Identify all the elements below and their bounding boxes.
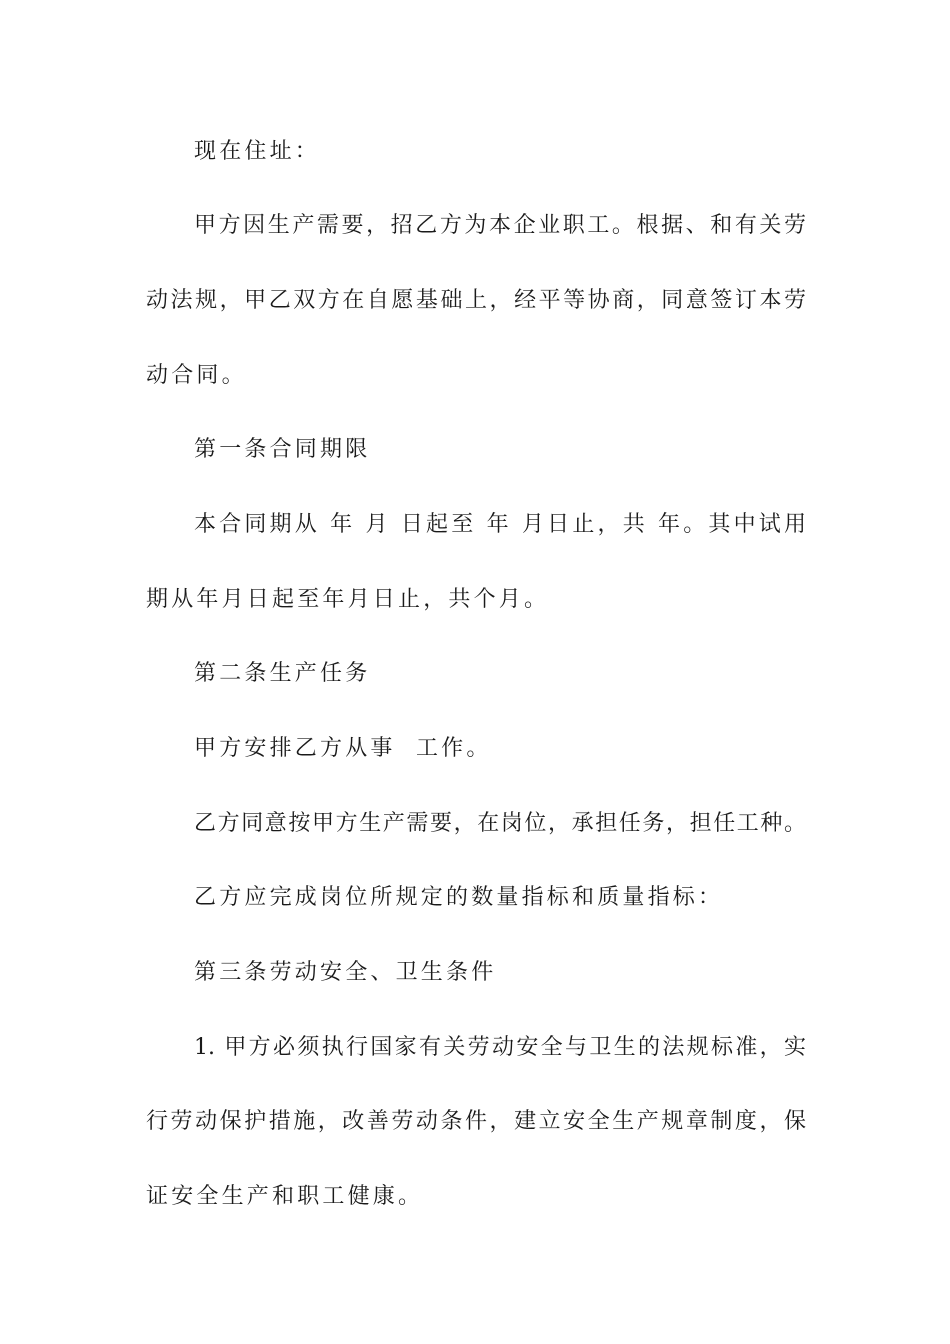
article-2-heading: 第二条生产任务 bbox=[194, 661, 371, 686]
contract-term-line-1: 本合同期从 年 月 日起至 年 月日止，共 年。其中试用 bbox=[194, 512, 806, 537]
intro-paragraph-line-1: 甲方因生产需要，招乙方为本企业职工。根据、和有关劳 bbox=[194, 213, 806, 238]
safety-clause-line-1: 1. 甲方必须执行国家有关劳动安全与卫生的法规标准，实 bbox=[194, 1035, 806, 1060]
work-assignment-line: 甲方安排乙方从事 工作。 bbox=[194, 736, 492, 761]
article-1-heading: 第一条合同期限 bbox=[194, 437, 371, 462]
article-3-heading: 第三条劳动安全、卫生条件 bbox=[194, 960, 497, 985]
contract-term-line-2: 期从年月日起至年月日止，共个月。 bbox=[146, 587, 550, 612]
quota-line: 乙方应完成岗位所规定的数量指标和质量指标： bbox=[194, 885, 724, 910]
intro-paragraph-line-2: 动法规，甲乙双方在自愿基础上，经平等协商，同意签订本劳 bbox=[146, 288, 806, 313]
safety-clause-line-2: 行劳动保护措施，改善劳动条件，建立安全生产规章制度，保 bbox=[146, 1109, 806, 1134]
safety-clause-line-3: 证安全生产和职工健康。 bbox=[146, 1184, 424, 1209]
intro-paragraph-line-3: 动合同。 bbox=[146, 363, 247, 388]
address-line: 现在住址： bbox=[194, 139, 321, 164]
work-agreement-line: 乙方同意按甲方生产需要，在岗位，承担任务，担任工种。 bbox=[194, 811, 806, 836]
